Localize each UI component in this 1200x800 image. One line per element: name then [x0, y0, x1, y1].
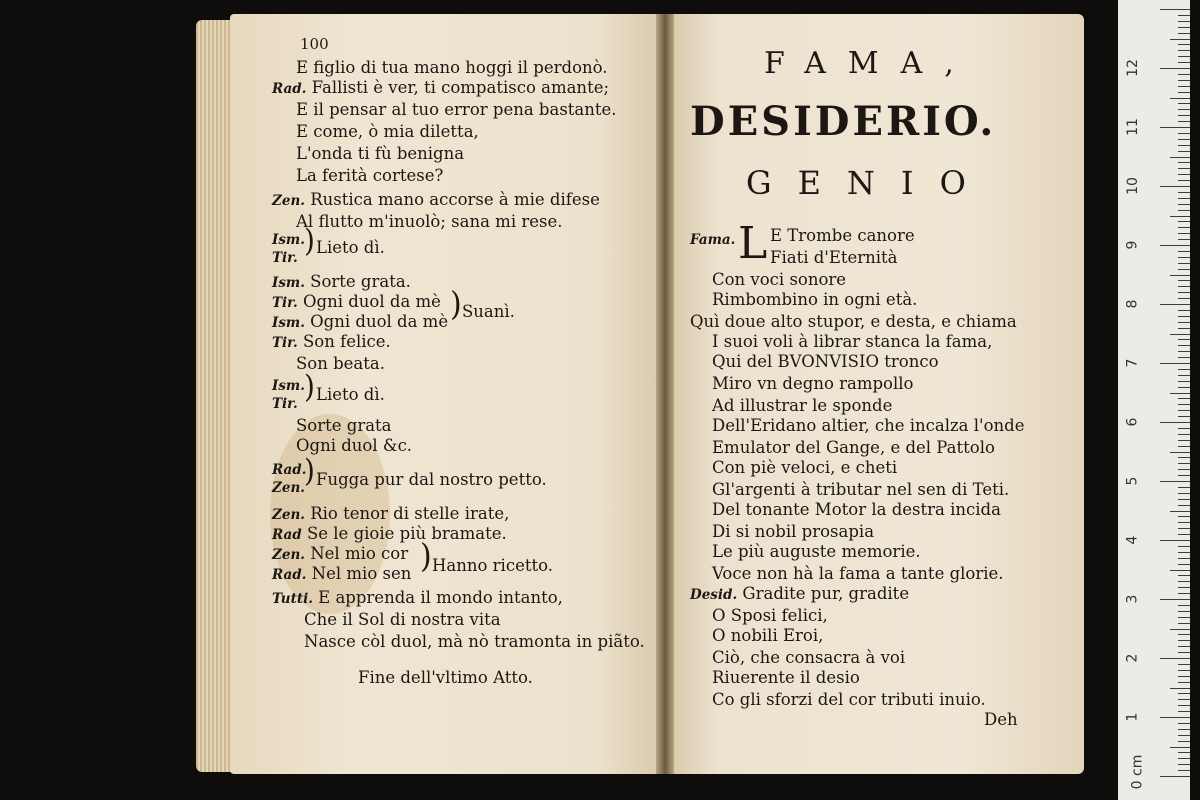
ruler-tick — [1178, 499, 1190, 500]
verse-text: Nel mio sen — [311, 564, 412, 583]
speaker-tag: Rad — [272, 527, 302, 543]
ruler-tick — [1178, 552, 1190, 553]
text-line: Lieto dì. — [316, 385, 385, 404]
ruler-tick — [1178, 345, 1190, 346]
text-line: Quì doue alto stupor, e desta, e chiama — [690, 312, 1017, 331]
text-line: Nasce còl duol, mà nò tramonta in piãto. — [304, 632, 645, 651]
ruler-tick — [1178, 351, 1190, 352]
ruler-tick — [1160, 717, 1190, 718]
ruler-tick — [1178, 322, 1190, 323]
measuring-ruler — [1118, 0, 1190, 800]
ruler-tick — [1178, 558, 1190, 559]
ruler-number: 10 — [1124, 177, 1141, 195]
verse-line — [272, 544, 408, 565]
ruler-tick — [1178, 292, 1190, 293]
ruler-tick — [1178, 611, 1190, 612]
text-line: Fugga pur dal nostro petto. — [316, 470, 547, 489]
ruler-tick — [1160, 599, 1190, 600]
ruler-number: 12 — [1124, 59, 1141, 77]
ruler-tick — [1160, 304, 1190, 305]
ruler-tick — [1178, 316, 1190, 317]
ruler-tick — [1178, 168, 1190, 169]
brace-glyph: ) — [304, 222, 315, 259]
text-line: E Trombe canore — [770, 226, 915, 245]
verse-line — [272, 588, 563, 609]
ruler-tick — [1178, 652, 1190, 653]
ruler-tick — [1178, 505, 1190, 506]
ruler-tick — [1178, 416, 1190, 417]
text-line: O nobili Eroi, — [712, 626, 824, 645]
ruler-tick — [1178, 133, 1190, 134]
ruler-tick — [1178, 50, 1190, 51]
ruler-tick — [1170, 275, 1190, 276]
verse-line — [272, 564, 411, 585]
ruler-tick — [1178, 151, 1190, 152]
verse-text: Fallisti è ver, ti compatisco amante; — [311, 78, 610, 97]
title-desiderio: DESIDERIO. — [690, 98, 997, 145]
text-line: Emulator del Gange, e del Pattolo — [712, 438, 995, 457]
ruler-tick — [1170, 216, 1190, 217]
verse-line — [272, 272, 411, 293]
ruler-tick — [1178, 56, 1190, 57]
ruler-tick — [1160, 9, 1190, 10]
verse-line — [272, 504, 509, 525]
ruler-number: 4 — [1124, 535, 1141, 545]
verse-line — [272, 190, 600, 211]
ruler-tick — [1178, 623, 1190, 624]
ruler-tick — [1178, 546, 1190, 547]
text-line: Del tonante Motor la destra incida — [712, 500, 1001, 519]
ruler-tick — [1178, 298, 1190, 299]
ruler-tick — [1178, 80, 1190, 81]
text-line: Co gli sforzi del cor tributi inuio. — [712, 690, 986, 709]
text-line: Ogni duol &c. — [296, 436, 413, 455]
verse-text: Son felice. — [303, 332, 391, 351]
speaker-tag: Ism. — [272, 315, 305, 331]
ruler-tick — [1178, 711, 1190, 712]
speaker-tag: Ism. — [272, 232, 305, 248]
verse-line — [690, 584, 909, 605]
text-line: Riuerente il desio — [712, 668, 860, 687]
ruler-tick — [1178, 534, 1190, 535]
ruler-tick — [1178, 139, 1190, 140]
verse-line — [272, 292, 441, 313]
ruler-unit-label: 0 cm — [1129, 754, 1146, 790]
text-line: Fiati d'Eternità — [770, 248, 898, 267]
text-line: Gl'argenti à tributar nel sen di Teti. — [712, 480, 1010, 499]
ruler-tick — [1178, 705, 1190, 706]
ruler-tick — [1178, 227, 1190, 228]
ruler-tick — [1178, 729, 1190, 730]
text-line: Qui del BVONVISIO tronco — [712, 352, 939, 371]
ruler-tick — [1178, 310, 1190, 311]
text-line: Al flutto m'inuolò; sana mi rese. — [296, 212, 563, 231]
ruler-tick — [1178, 86, 1190, 87]
ruler-tick — [1178, 758, 1190, 759]
text-line: Dell'Eridano altier, che incalza l'onde — [712, 416, 1025, 435]
ruler-tick — [1178, 457, 1190, 458]
speaker-tag: Zen. — [272, 507, 305, 523]
text-line: Ciò, che consacra à voi — [712, 648, 906, 667]
speaker-tag: Tir. — [272, 295, 298, 311]
ruler-number: 5 — [1124, 476, 1141, 486]
ruler-tick — [1170, 629, 1190, 630]
ruler-tick — [1178, 15, 1190, 16]
text-line: Con voci sonore — [712, 270, 847, 289]
ruler-tick — [1178, 410, 1190, 411]
speaker-tag: Desid. — [690, 587, 738, 603]
ruler-tick — [1178, 251, 1190, 252]
ruler-tick — [1178, 693, 1190, 694]
ruler-tick — [1178, 369, 1190, 370]
title-fama: FAMA, — [764, 46, 976, 81]
ruler-tick — [1178, 463, 1190, 464]
ruler-tick — [1178, 121, 1190, 122]
text-line: Che il Sol di nostra vita — [304, 610, 501, 629]
ruler-tick — [1178, 162, 1190, 163]
page-number: 100 — [300, 35, 329, 53]
ruler-tick — [1178, 33, 1190, 34]
ruler-tick — [1178, 469, 1190, 470]
ruler-tick — [1178, 752, 1190, 753]
speaker-tag: Rad. — [272, 567, 307, 583]
ruler-tick — [1178, 357, 1190, 358]
speaker-tag: Ism. — [272, 378, 305, 394]
ruler-tick — [1178, 516, 1190, 517]
ruler-tick — [1178, 398, 1190, 399]
ruler-tick — [1178, 269, 1190, 270]
ruler-number: 9 — [1124, 240, 1141, 250]
end-of-act-line: Fine dell'vltimo Atto. — [358, 668, 533, 687]
ruler-tick — [1178, 198, 1190, 199]
ruler-tick — [1178, 103, 1190, 104]
brace-glyph: ) — [420, 537, 432, 576]
ruler-tick — [1170, 688, 1190, 689]
ruler-tick — [1178, 676, 1190, 677]
brace-glyph: ) — [450, 285, 462, 324]
text-line: Le più auguste memorie. — [712, 542, 921, 561]
ruler-tick — [1178, 770, 1190, 771]
ruler-tick — [1178, 605, 1190, 606]
ruler-tick — [1178, 387, 1190, 388]
ruler-number: 8 — [1124, 299, 1141, 309]
ruler-tick — [1178, 581, 1190, 582]
verse-text: Nel mio cor — [310, 544, 409, 563]
ruler-tick — [1178, 233, 1190, 234]
verse-text: Rustica mano accorse à mie difese — [310, 190, 600, 209]
ruler-tick — [1178, 646, 1190, 647]
ruler-tick — [1160, 245, 1190, 246]
ruler-tick — [1178, 328, 1190, 329]
ruler-tick — [1160, 776, 1190, 777]
ruler-tick — [1178, 239, 1190, 240]
ruler-tick — [1178, 404, 1190, 405]
ruler-tick — [1178, 682, 1190, 683]
speaker-tag: Tir. — [272, 335, 298, 351]
ruler-tick — [1178, 670, 1190, 671]
ruler-tick — [1178, 286, 1190, 287]
ruler-tick — [1160, 68, 1190, 69]
verse-text: E apprenda il mondo intanto, — [318, 588, 563, 607]
verse-text: Ogni duol da mè — [310, 312, 449, 331]
ruler-tick — [1178, 487, 1190, 488]
ruler-tick — [1178, 587, 1190, 588]
text-line: O Sposi felici, — [712, 606, 828, 625]
ruler-tick — [1178, 475, 1190, 476]
ruler-tick — [1170, 334, 1190, 335]
ruler-tick — [1178, 280, 1190, 281]
verse-text: Se le gioie più bramate. — [306, 524, 507, 543]
text-line: Rimbombino in ogni età. — [712, 290, 918, 309]
ruler-tick — [1178, 21, 1190, 22]
ruler-tick — [1160, 422, 1190, 423]
book-gutter — [656, 14, 674, 774]
text-line: Lieto dì. — [316, 238, 385, 257]
speaker-tag: Tir. — [272, 250, 298, 266]
ruler-tick — [1178, 109, 1190, 110]
text-line: Di si nobil prosapia — [712, 522, 875, 541]
ruler-tick — [1178, 74, 1190, 75]
ruler-tick — [1178, 440, 1190, 441]
brace-glyph: ) — [304, 368, 315, 405]
ruler-tick — [1170, 452, 1190, 453]
verse-line — [272, 312, 448, 333]
speaker-tag: Tutti. — [272, 591, 313, 607]
ruler-tick — [1178, 735, 1190, 736]
ruler-tick — [1178, 210, 1190, 211]
ruler-tick — [1178, 257, 1190, 258]
verse-text: Ogni duol da mè — [303, 292, 441, 311]
ruler-tick — [1178, 180, 1190, 181]
ruler-tick — [1178, 564, 1190, 565]
ruler-tick — [1178, 92, 1190, 93]
brace-glyph: ) — [304, 452, 315, 489]
title-genio: GENIO — [746, 164, 992, 202]
speaker-tag: Tir. — [272, 396, 298, 412]
ruler-tick — [1170, 570, 1190, 571]
text-line: E come, ò mia diletta, — [296, 122, 479, 141]
drop-cap: L — [738, 218, 768, 269]
text-line: La ferità cortese? — [296, 166, 444, 185]
speaker-tag: Rad. — [272, 81, 307, 97]
text-line: Son beata. — [296, 354, 385, 373]
ruler-tick — [1178, 221, 1190, 222]
verse-line — [272, 524, 507, 545]
ruler-tick — [1178, 428, 1190, 429]
ruler-tick — [1178, 528, 1190, 529]
text-line: Miro vn degno rampollo — [712, 374, 914, 393]
verse-line — [272, 78, 609, 99]
ruler-tick — [1178, 381, 1190, 382]
ruler-tick — [1178, 522, 1190, 523]
ruler-number: 7 — [1124, 358, 1141, 368]
ruler-tick — [1178, 764, 1190, 765]
ruler-tick — [1160, 127, 1190, 128]
ruler-tick — [1178, 115, 1190, 116]
ruler-tick — [1178, 699, 1190, 700]
ruler-tick — [1178, 593, 1190, 594]
verse-text: Sorte grata. — [310, 272, 411, 291]
ruler-tick — [1178, 446, 1190, 447]
ruler-tick — [1170, 39, 1190, 40]
ruler-tick — [1170, 393, 1190, 394]
ruler-tick — [1160, 540, 1190, 541]
speaker-tag: Zen. — [272, 547, 305, 563]
ruler-number: 2 — [1124, 653, 1141, 663]
ruler-tick — [1178, 204, 1190, 205]
text-line: Ad illustrar le sponde — [712, 396, 893, 415]
catchword: Deh — [984, 710, 1018, 729]
ruler-tick — [1178, 741, 1190, 742]
ruler-tick — [1178, 634, 1190, 635]
speaker-tag: Zen. — [272, 480, 305, 496]
ruler-number: 3 — [1124, 594, 1141, 604]
ruler-tick — [1178, 339, 1190, 340]
text-line: L'onda ti fù benigna — [296, 144, 465, 163]
ruler-tick — [1170, 511, 1190, 512]
ruler-tick — [1178, 617, 1190, 618]
ruler-tick — [1178, 375, 1190, 376]
ruler-tick — [1178, 192, 1190, 193]
verse-text: Rio tenor di stelle irate, — [310, 504, 510, 523]
ruler-tick — [1178, 434, 1190, 435]
ruler-number: 11 — [1124, 118, 1141, 136]
ruler-tick — [1178, 27, 1190, 28]
text-line: Sorte grata — [296, 416, 392, 435]
text-line: Voce non hà la fama a tante glorie. — [712, 564, 1004, 583]
ruler-number: 1 — [1124, 712, 1141, 722]
speaker-tag: Ism. — [272, 275, 305, 291]
ruler-tick — [1178, 62, 1190, 63]
ruler-tick — [1178, 640, 1190, 641]
speaker-tag: Zen. — [272, 193, 305, 209]
ruler-tick — [1178, 44, 1190, 45]
ruler-tick — [1178, 723, 1190, 724]
ruler-tick — [1178, 145, 1190, 146]
verse-text: Gradite pur, gradite — [742, 584, 910, 603]
text-line: I suoi voli à librar stanca la fama, — [712, 332, 993, 351]
ruler-tick — [1160, 186, 1190, 187]
ruler-tick — [1178, 174, 1190, 175]
ruler-tick — [1160, 658, 1190, 659]
speaker-tag: Fama. — [690, 232, 736, 248]
ruler-tick — [1178, 263, 1190, 264]
ruler-tick — [1178, 664, 1190, 665]
ruler-tick — [1160, 481, 1190, 482]
text-line: Hanno ricetto. — [432, 556, 553, 575]
verse-line — [272, 332, 391, 353]
text-line: Suanì. — [462, 302, 515, 321]
ruler-tick — [1160, 363, 1190, 364]
ruler-tick — [1170, 747, 1190, 748]
text-line: E il pensar al tuo error pena bastante. — [296, 100, 617, 119]
text-line: Con piè veloci, e cheti — [712, 458, 898, 477]
ruler-tick — [1178, 575, 1190, 576]
speaker-tag: Rad. — [272, 462, 307, 478]
ruler-tick — [1170, 98, 1190, 99]
ruler-tick — [1178, 493, 1190, 494]
ruler-tick — [1170, 157, 1190, 158]
ruler-number: 6 — [1124, 417, 1141, 427]
text-line: E figlio di tua mano hoggi il perdonò. — [296, 58, 608, 77]
